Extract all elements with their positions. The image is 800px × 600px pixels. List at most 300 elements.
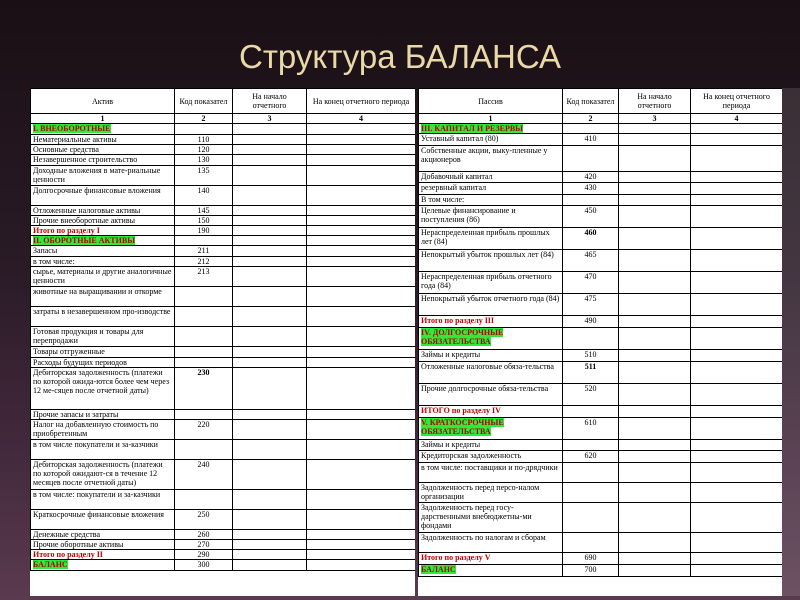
row-label-text: Прочие запасы и затраты xyxy=(33,410,119,419)
table-row xyxy=(31,246,416,257)
table-row xyxy=(419,362,783,384)
row-code xyxy=(563,533,619,553)
row-end-value[interactable] xyxy=(691,250,783,272)
table-row xyxy=(31,206,416,216)
row-start-value[interactable] xyxy=(619,134,691,146)
row-label xyxy=(31,155,175,166)
row-label xyxy=(419,316,563,328)
row-label xyxy=(419,195,563,206)
row-end-value[interactable] xyxy=(307,206,416,216)
row-start-value[interactable] xyxy=(619,228,691,250)
row-label xyxy=(419,565,563,577)
row-code xyxy=(563,483,619,503)
row-end-value[interactable] xyxy=(307,540,416,550)
row-code: 130 xyxy=(175,155,233,166)
row-code: 700 xyxy=(563,565,619,577)
row-label-text: Нераспределенная прибыль отчетного года (84) xyxy=(421,272,552,290)
row-code xyxy=(175,490,233,510)
row-end-value[interactable] xyxy=(691,350,783,362)
col-number: 3 xyxy=(619,114,691,124)
row-label xyxy=(31,145,175,155)
row-label xyxy=(419,328,563,350)
row-code: 510 xyxy=(563,350,619,362)
row-label-text: в том числе: поставщики и по-дрядчики xyxy=(421,463,558,472)
row-label xyxy=(31,166,175,186)
row-end-value[interactable] xyxy=(691,553,783,565)
row-end-value[interactable] xyxy=(691,362,783,384)
table-row xyxy=(419,553,783,565)
row-label xyxy=(31,560,175,571)
row-end-value[interactable] xyxy=(307,307,416,327)
row-label-text: Основные средства xyxy=(33,145,99,154)
slide-title: Структура БАЛАНСА xyxy=(238,38,561,75)
table-row xyxy=(31,257,416,267)
row-label xyxy=(31,226,175,236)
row-code xyxy=(563,146,619,172)
table-row xyxy=(419,250,783,272)
table-row xyxy=(31,226,416,236)
row-label-text: Непокрытый убыток отчетного года (84) xyxy=(421,294,560,303)
row-start-value[interactable] xyxy=(233,510,307,530)
row-start-value[interactable] xyxy=(619,362,691,384)
table-row xyxy=(31,358,416,368)
row-code: 410 xyxy=(563,134,619,146)
row-start-value[interactable] xyxy=(233,246,307,257)
row-code: 150 xyxy=(175,216,233,226)
row-end-value[interactable] xyxy=(691,384,783,406)
row-code: 465 xyxy=(563,250,619,272)
row-label xyxy=(419,124,563,134)
col-number: 2 xyxy=(175,114,233,124)
row-end-value[interactable] xyxy=(307,257,416,267)
row-start-value[interactable] xyxy=(619,503,691,533)
row-start-value[interactable] xyxy=(619,553,691,565)
row-label-text: Доходные вложения в мате-риальные ценности xyxy=(33,166,161,184)
col-number: 4 xyxy=(307,114,416,124)
row-end-value[interactable] xyxy=(691,440,783,451)
row-code: 230 xyxy=(175,368,233,410)
row-label-text: БАЛАНС xyxy=(421,565,456,574)
row-label-text: Прочие долгосрочные обяза-тельства xyxy=(421,384,549,393)
row-label-text: В том числе: xyxy=(421,195,465,204)
row-code: 190 xyxy=(175,226,233,236)
row-start-value[interactable] xyxy=(233,490,307,510)
table-row xyxy=(31,490,416,510)
row-label xyxy=(31,186,175,206)
row-end-value[interactable] xyxy=(307,530,416,540)
row-start-value[interactable] xyxy=(619,183,691,195)
row-start-value[interactable] xyxy=(619,406,691,418)
row-code: 450 xyxy=(563,206,619,228)
row-label xyxy=(31,216,175,226)
row-code xyxy=(175,347,233,358)
row-end-value[interactable] xyxy=(691,483,783,503)
table-row xyxy=(419,406,783,418)
row-end-value[interactable] xyxy=(307,358,416,368)
row-code xyxy=(563,406,619,418)
assets-table xyxy=(30,88,415,571)
row-label-text: животные на выращивании и откорме xyxy=(33,287,162,296)
row-end-value[interactable] xyxy=(691,124,783,134)
liabilities-table xyxy=(418,88,782,577)
row-start-value[interactable] xyxy=(619,384,691,406)
row-label-text: Итого по разделу I xyxy=(33,226,100,235)
row-label xyxy=(419,483,563,503)
row-end-value[interactable] xyxy=(307,124,416,135)
row-end-value[interactable] xyxy=(691,316,783,328)
col-number: 1 xyxy=(419,114,563,124)
table-row xyxy=(419,533,783,553)
row-label xyxy=(419,272,563,294)
table-row xyxy=(31,550,416,560)
row-start-value[interactable] xyxy=(619,350,691,362)
header-code: Код показател xyxy=(175,89,233,114)
row-start-value[interactable] xyxy=(619,533,691,553)
row-end-value[interactable] xyxy=(307,267,416,287)
col-number: 4 xyxy=(691,114,783,124)
row-start-value[interactable] xyxy=(233,460,307,490)
row-code: 240 xyxy=(175,460,233,490)
row-label-text: Добавочный капитал xyxy=(421,172,493,181)
row-code: 110 xyxy=(175,135,233,145)
row-label-text: IV. ДОЛГОСРОЧНЫЕ ОБЯЗАТЕЛЬСТВА xyxy=(421,328,504,346)
table-row xyxy=(31,145,416,155)
table-row xyxy=(419,206,783,228)
col-number: 2 xyxy=(563,114,619,124)
row-end-value[interactable] xyxy=(691,533,783,553)
row-code: 140 xyxy=(175,186,233,206)
row-code: 620 xyxy=(563,451,619,463)
row-start-value[interactable] xyxy=(619,440,691,451)
row-start-value[interactable] xyxy=(619,418,691,440)
row-label-text: БАЛАНС xyxy=(33,560,68,569)
row-label-text: V. КРАТКОСРОЧНЫЕ ОБЯЗАТЕЛЬСТВА xyxy=(421,418,504,436)
table-row xyxy=(419,350,783,362)
row-end-value[interactable] xyxy=(307,347,416,358)
row-code: 470 xyxy=(563,272,619,294)
row-code: 475 xyxy=(563,294,619,316)
table-row xyxy=(419,272,783,294)
row-start-value[interactable] xyxy=(619,124,691,134)
row-end-value[interactable] xyxy=(691,228,783,250)
table-row xyxy=(31,460,416,490)
row-end-value[interactable] xyxy=(691,134,783,146)
row-start-value[interactable] xyxy=(619,565,691,577)
row-label xyxy=(419,250,563,272)
row-label-text: Отложенные налоговые активы xyxy=(33,206,141,215)
row-start-value[interactable] xyxy=(233,206,307,216)
row-end-value[interactable] xyxy=(307,186,416,206)
table-row xyxy=(31,440,416,460)
row-start-value[interactable] xyxy=(233,550,307,560)
row-end-value[interactable] xyxy=(691,294,783,316)
row-end-value[interactable] xyxy=(307,410,416,420)
row-end-value[interactable] xyxy=(307,510,416,530)
row-label-text: Незавершенное строительство xyxy=(33,155,138,164)
slide-edge-decoration xyxy=(782,88,800,596)
row-label xyxy=(31,257,175,267)
row-start-value[interactable] xyxy=(619,172,691,183)
table-row xyxy=(419,172,783,183)
row-code: 511 xyxy=(563,362,619,384)
table-row xyxy=(31,267,416,287)
row-end-value[interactable] xyxy=(691,146,783,172)
row-code: 300 xyxy=(175,560,233,571)
row-code xyxy=(175,307,233,327)
header-liability: Пассив xyxy=(419,89,563,114)
row-label xyxy=(419,228,563,250)
row-label-text: Товары отгруженные xyxy=(33,347,105,356)
row-start-value[interactable] xyxy=(233,410,307,420)
row-label xyxy=(31,267,175,287)
row-code: 213 xyxy=(175,267,233,287)
row-end-value[interactable] xyxy=(307,550,416,560)
row-start-value[interactable] xyxy=(619,316,691,328)
row-code xyxy=(175,358,233,368)
row-start-value[interactable] xyxy=(233,560,307,571)
row-label-text: Готовая продукция и товары для перепродажи xyxy=(33,327,144,345)
row-end-value[interactable] xyxy=(307,135,416,145)
row-start-value[interactable] xyxy=(233,135,307,145)
row-end-value[interactable] xyxy=(307,327,416,347)
row-label xyxy=(31,510,175,530)
row-end-value[interactable] xyxy=(307,226,416,236)
row-start-value[interactable] xyxy=(233,347,307,358)
row-start-value[interactable] xyxy=(233,368,307,410)
row-code xyxy=(175,236,233,246)
row-start-value[interactable] xyxy=(233,358,307,368)
table-row xyxy=(419,384,783,406)
row-label-text: Дебиторская задолженность (платежи по которой ожида-ются более чем через 12 ме-сяцев после отчетной даты) xyxy=(33,368,169,395)
row-start-value[interactable] xyxy=(233,226,307,236)
row-label-text: Уставный капитал (80) xyxy=(421,134,499,143)
row-end-value[interactable] xyxy=(307,236,416,246)
row-end-value[interactable] xyxy=(691,503,783,533)
row-label xyxy=(31,490,175,510)
row-label xyxy=(31,287,175,307)
row-label-text: ИТОГО по разделу IV xyxy=(421,406,501,415)
row-start-value[interactable] xyxy=(233,267,307,287)
row-end-value[interactable] xyxy=(691,272,783,294)
row-label-text: резервный капитал xyxy=(421,183,487,192)
row-label xyxy=(31,327,175,347)
table-row xyxy=(419,328,783,350)
row-label xyxy=(31,347,175,358)
row-end-value[interactable] xyxy=(691,195,783,206)
row-label xyxy=(419,362,563,384)
row-end-value[interactable] xyxy=(307,560,416,571)
row-label-text: сырье, материалы и другие аналогичные ценности xyxy=(33,267,172,285)
row-end-value[interactable] xyxy=(307,216,416,226)
row-start-value[interactable] xyxy=(233,216,307,226)
row-code: 212 xyxy=(175,257,233,267)
row-start-value[interactable] xyxy=(233,124,307,135)
liabilities-table-panel xyxy=(418,88,782,596)
row-label xyxy=(31,550,175,560)
table-row xyxy=(31,124,416,135)
row-end-value[interactable] xyxy=(307,490,416,510)
row-label-text: Дебиторская задолженность (платежи по которой ожидают-ся в течение 12 месяцев после отчетной даты) xyxy=(33,460,163,487)
row-start-value[interactable] xyxy=(619,294,691,316)
header-asset: Актив xyxy=(31,89,175,114)
row-start-value[interactable] xyxy=(233,155,307,166)
row-label xyxy=(419,294,563,316)
row-label xyxy=(419,146,563,172)
table-row xyxy=(419,503,783,533)
table-row xyxy=(31,510,416,530)
row-start-value[interactable] xyxy=(619,328,691,350)
row-label xyxy=(419,183,563,195)
row-end-value[interactable] xyxy=(691,328,783,350)
row-label-text: Итого по разделу II xyxy=(33,550,103,559)
row-start-value[interactable] xyxy=(619,206,691,228)
row-label-text: Итого по разделу III xyxy=(421,316,495,325)
row-end-value[interactable] xyxy=(307,166,416,186)
row-label-text: Прочие оборотные активы xyxy=(33,540,124,549)
row-code xyxy=(563,124,619,134)
row-start-value[interactable] xyxy=(233,257,307,267)
row-start-value[interactable] xyxy=(619,451,691,463)
table-row xyxy=(419,228,783,250)
table-row xyxy=(31,155,416,166)
table-row xyxy=(31,347,416,358)
row-end-value[interactable] xyxy=(307,420,416,440)
row-code xyxy=(175,327,233,347)
row-label xyxy=(31,530,175,540)
row-end-value[interactable] xyxy=(691,451,783,463)
row-code: 120 xyxy=(175,145,233,155)
row-end-value[interactable] xyxy=(307,145,416,155)
row-code xyxy=(563,195,619,206)
header-start: На начало отчетного xyxy=(233,89,307,114)
table-row xyxy=(419,134,783,146)
table-row xyxy=(31,236,416,246)
table-row xyxy=(31,166,416,186)
row-label-text: Прочие внеоборотные активы xyxy=(33,216,135,225)
row-label xyxy=(31,540,175,550)
row-end-value[interactable] xyxy=(691,206,783,228)
row-start-value[interactable] xyxy=(233,540,307,550)
table-row xyxy=(31,560,416,571)
row-end-value[interactable] xyxy=(691,463,783,483)
table-row xyxy=(31,530,416,540)
header-end: На конец отчетного периода xyxy=(307,89,416,114)
row-end-value[interactable] xyxy=(307,440,416,460)
row-label-text: Налог на добавленную стоимость по приобретенным xyxy=(33,420,159,438)
row-start-value[interactable] xyxy=(619,463,691,483)
row-code: 135 xyxy=(175,166,233,186)
table-row xyxy=(31,368,416,410)
row-label xyxy=(419,533,563,553)
row-code xyxy=(563,328,619,350)
row-label xyxy=(419,134,563,146)
row-label xyxy=(419,172,563,183)
table-row xyxy=(31,540,416,550)
row-label xyxy=(31,135,175,145)
assets-table-panel xyxy=(30,88,415,596)
row-code xyxy=(175,124,233,135)
row-label xyxy=(419,553,563,565)
row-start-value[interactable] xyxy=(619,483,691,503)
row-label-text: Долгосрочные финансовые вложения xyxy=(33,186,161,195)
row-start-value[interactable] xyxy=(619,250,691,272)
row-label-text: Займы и кредиты xyxy=(421,440,481,449)
row-code: 270 xyxy=(175,540,233,550)
row-label-text: I. ВНЕОБОРОТНЫЕ xyxy=(33,124,111,133)
row-code: 460 xyxy=(563,228,619,250)
row-label-text: Отложенные налоговые обяза-тельства xyxy=(421,362,554,371)
row-label-text: Итого по разделу V xyxy=(421,553,491,562)
row-end-value[interactable] xyxy=(691,183,783,195)
row-end-value[interactable] xyxy=(691,172,783,183)
row-code xyxy=(175,287,233,307)
row-label xyxy=(419,418,563,440)
row-code xyxy=(175,440,233,460)
row-code: 420 xyxy=(563,172,619,183)
row-code: 220 xyxy=(175,420,233,440)
row-end-value[interactable] xyxy=(691,406,783,418)
row-end-value[interactable] xyxy=(307,246,416,257)
row-start-value[interactable] xyxy=(233,287,307,307)
row-start-value[interactable] xyxy=(233,166,307,186)
row-code: 490 xyxy=(563,316,619,328)
table-row xyxy=(419,483,783,503)
header-code: Код показател xyxy=(563,89,619,114)
row-code: 145 xyxy=(175,206,233,216)
row-start-value[interactable] xyxy=(619,272,691,294)
row-end-value[interactable] xyxy=(307,460,416,490)
row-code: 690 xyxy=(563,553,619,565)
row-start-value[interactable] xyxy=(619,146,691,172)
table-row xyxy=(31,307,416,327)
row-label-text: Запасы xyxy=(33,246,58,255)
row-label-text: в том числе: xyxy=(33,257,75,266)
row-label xyxy=(419,503,563,533)
row-label-text: Задолженность перед госу-дарственными внебюджетны-ми фондами xyxy=(421,503,532,530)
row-label-text: III. КАПИТАЛ И РЕЗЕРВЫ xyxy=(421,124,524,133)
row-start-value[interactable] xyxy=(233,327,307,347)
row-start-value[interactable] xyxy=(233,236,307,246)
row-label-text: Непокрытый убыток прошлых лет (84) xyxy=(421,250,554,259)
table-row xyxy=(31,287,416,307)
row-start-value[interactable] xyxy=(233,420,307,440)
row-code xyxy=(563,440,619,451)
table-row xyxy=(419,316,783,328)
row-start-value[interactable] xyxy=(233,530,307,540)
row-start-value[interactable] xyxy=(619,195,691,206)
header-start: На начало отчетного xyxy=(619,89,691,114)
row-start-value[interactable] xyxy=(233,186,307,206)
table-row xyxy=(419,463,783,483)
row-label-text: Собственные акции, выку-пленные у акционеров xyxy=(421,146,548,164)
row-end-value[interactable] xyxy=(307,368,416,410)
row-label-text: Нематериальные активы xyxy=(33,135,117,144)
row-label-text: Займы и кредиты xyxy=(421,350,481,359)
row-label-text: Нераспределенная прибыль прошлых лет (84) xyxy=(421,228,550,246)
row-start-value[interactable] xyxy=(233,440,307,460)
table-row xyxy=(419,565,783,577)
row-start-value[interactable] xyxy=(233,307,307,327)
col-number: 3 xyxy=(233,114,307,124)
row-label-text: в том числе покупатели и за-казчики xyxy=(33,440,158,449)
row-end-value[interactable] xyxy=(307,155,416,166)
table-row xyxy=(419,195,783,206)
row-code: 430 xyxy=(563,183,619,195)
row-start-value[interactable] xyxy=(233,145,307,155)
row-end-value[interactable] xyxy=(691,418,783,440)
row-end-value[interactable] xyxy=(691,565,783,577)
row-end-value[interactable] xyxy=(307,287,416,307)
